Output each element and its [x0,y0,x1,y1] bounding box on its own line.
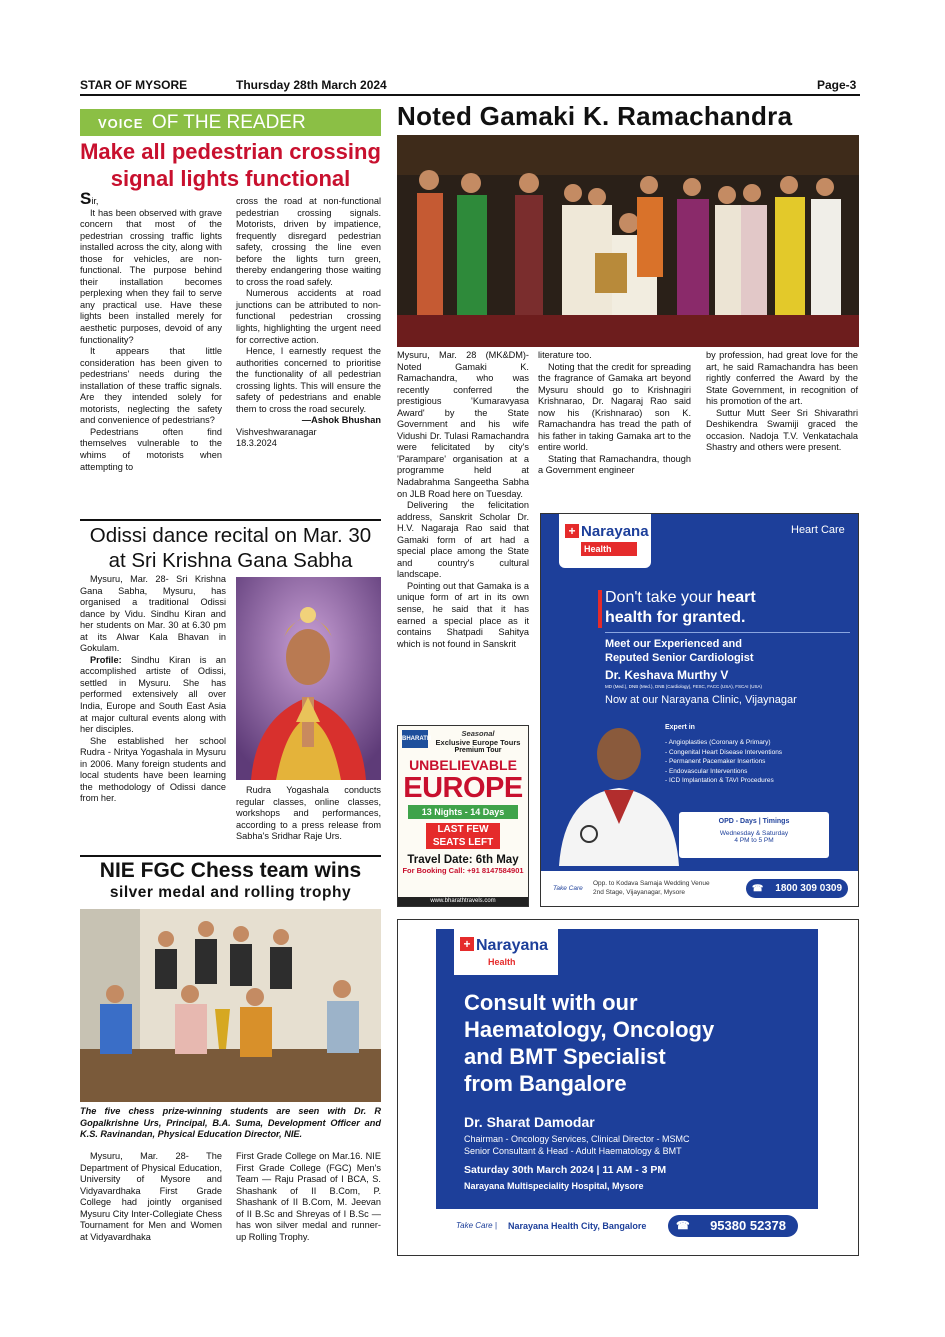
heart-quals: MD (Med.), DNB (Med.), DNB (Cardiology), FESC, FACC (USA), FSCAI (USA) [605,684,763,689]
phone-icon: ☎ [752,883,764,893]
heart-expert: Expert in [665,724,695,731]
europe-seats-line2: SEATS LEFT [426,836,500,849]
voice-para: cross the road at non-functional pedestrian crossing signals. Motorists, driven by impatience, frequently disregard pedestrian safety, crossing the line even before the lights turn green, thereby endangering those waiting to cross the road safely. [236,196,381,287]
gamaki-para: by profession, had great love for the art, he said Ramachandra has been rightly conferred the Award by the State Government, in recognition of his promotion of the art. [706,350,858,407]
oncology-ad[interactable] [436,929,818,1246]
narayana-logo [559,514,651,568]
voice-headline-line1: Make all pedestrian crossing [80,139,381,164]
onco-phone-button[interactable] [668,1215,798,1237]
gamaki-para: Stating that Ramachandra, though a Government engineer [538,453,691,476]
heart-expert-item: - Congenital Heart Disease Interventions [665,748,783,756]
chess-column-1 [80,1151,222,1243]
onco-roles [464,1133,690,1157]
heart-address [593,879,710,897]
chess-caption: The five chess prize-winning students are seen with Dr. R Gopalkrishne Urs, Principal, B.A. Suma, Development Officer and K.S. Ravinandan, Physical Education Director, NIE. [80,1106,381,1139]
doctor-portrait [549,714,689,866]
gamaki-para: Noting that the credit for spreading the fragrance of Gamaka art beyond Mysuru should go to Krishnagiri Krishnarao, Dr. Nagaraj Rao said now his (Krishnarao) son K. Ramachandra has tread the path of his father in taking Gamaka art to the entire world. [538,361,691,453]
gamaki-headline: Noted Gamaki K. Ramachandra [397,101,793,131]
europe-tour-ad[interactable] [397,725,529,907]
odissi-dancer-photo [236,577,381,780]
heart-phone-button[interactable] [746,879,848,898]
chess-headline-line2: silver medal and rolling trophy [109,884,352,901]
onco-headline [464,989,714,1097]
heart-tag: Heart Care [791,524,845,536]
gamaki-column-3 [706,350,858,454]
phone-icon: ☎ [676,1220,690,1232]
odissi-column-2 [236,785,381,843]
doctor-illustration [549,714,689,866]
gamaki-column-1 [397,350,529,650]
onco-head4: from Bangalore [464,1071,627,1096]
voice-place: Vishveshwaranagar [236,426,317,437]
onco-brand2: Health [488,957,516,967]
chess-headline-line1: NIE FGC Chess team wins [99,859,362,882]
heart-now: Now at our Narayana Clinic, Vijaynagar [605,694,797,706]
odissi-para: Rudra Yogashala conducts regular classes, online classes, workshops and performances, according to a press release from Sabha's Sridhar Raje Urs. [236,785,381,842]
odissi-para: Sindhu Kiran is an accomplished artiste of Odissi, settled in Mysuru. She has performed extensively all over India, Europe and South East Asia at major cultural events along with her disciples. [80,654,226,735]
heart-time: 4 PM to 5 PM [734,837,774,844]
voice-title: OF THE READER [151,112,306,133]
onco-head2: Haematology, Oncology [464,1017,715,1042]
europe-web: www.bharathtravels.com [398,897,528,906]
gamaki-para: Mysuru, Mar. 28 (MK&DM)- Noted Gamaki K. Ramachandra, who was recently conferred the prestigious 'Kumaravyasa Award' by the State Government and his wife Vidushi Dr. Tulasi Ramachandra were felicitated by city's 'Parampare' organisation at a programme held at Nadabrahma Sangeetha Sabha on JLB Road here on Tuesday. [397,350,529,499]
odissi-headline-line1: Odissi dance recital on Mar. 30 [89,524,372,547]
europe-seats-line1: LAST FEW [426,823,500,836]
masthead-date: Thursday 28th March 2024 [236,78,387,92]
heart-expert-list [665,738,782,786]
heart-days: Wednesday & Saturday [719,830,789,837]
heart-line1b: heart [716,589,756,606]
heart-doctor: Dr. Keshava Murthy V [605,668,729,682]
narayana-cross-icon: + [460,937,474,951]
chess-column-2 [236,1151,381,1243]
heart-addr2: 2nd Stage, Vijayanagar, Mysore [593,889,686,896]
gamaki-column-2 [538,350,691,477]
chess-para: First Grade College on Mar.16. NIE First Grade College (FGC) Men's Team — Raju Prasad of I BCA, S. Shashank of II B.Com, P. Shashank of II B.Com, M. Jeevan of II B.Sc and Shreyas of I B.Sc — has won silver medal and runner-up Rolling Trophy. [236,1151,381,1242]
heart-phone: 1800 309 0309 [775,883,842,894]
bharath-logo: BHARATH [402,730,428,748]
voice-headline [80,138,381,192]
onco-venue: Narayana Multispeciality Hospital, Mysore [464,1181,644,1191]
dancer-illustration [236,577,381,780]
masthead-page: Page-3 [817,78,857,92]
chess-para: Mysuru, Mar. 28- The Department of Physical Education, University of Mysore and Vidyavardhaka First Grade College had jointly organised Mysuru City Inter-Collegiate Chess Tournament for Men and Women at Vidyavardhaka [80,1151,222,1242]
heart-expert-item: - Angioplasties (Coronary & Primary) [665,739,771,746]
heart-expert-item: - Endovascular Interventions [665,767,748,775]
onco-date: Saturday 30th March 2024 | 11 AM - 3 PM [464,1164,667,1176]
chess-team-illustration [80,909,381,1102]
voice-headline-line2: signal lights functional [110,166,351,191]
divider [80,519,381,521]
narayana-logo [454,929,558,975]
narayana-cross-icon: + [565,524,579,538]
heart-addr1: Opp. to Kodava Samaja Wedding Venue [593,880,710,887]
europe-duration: 13 Nights - 14 Days [408,805,518,819]
europe-title: Exclusive Europe Tours [435,738,521,747]
chess-team-photo [80,909,381,1102]
onco-doctor: Dr. Sharat Damodar [464,1114,595,1130]
heart-meet2: Reputed Senior Cardiologist [605,652,754,664]
voice-sigdate: 18.3.2024 [236,438,277,449]
voice-signature: —Ashok Bhushan [301,415,381,426]
odissi-column-1 [80,574,226,805]
onco-city: Narayana Health City, Bangalore [508,1221,647,1231]
heart-opd: OPD - Days | Timings [718,818,790,825]
heart-care-ad[interactable] [540,513,859,907]
onco-takecare: Take Care | [456,1221,497,1230]
gamaki-para: Delivering the felicitation address, Sanskrit Scholar Dr. H.V. Nagaraja Rao said that Gamaki form of art had a special place among the State and country's cultural landscape. [397,500,529,580]
voice-drop-cap: S [80,189,92,208]
heart-footer [541,871,858,906]
heart-meet [605,637,754,665]
europe-booking: For Booking Call: +91 8147584901 [402,866,524,875]
heart-opd-box [679,812,829,858]
onco-footer [436,1209,818,1246]
heart-accent-bar [598,590,602,628]
onco-brand: Narayana [476,937,549,954]
voice-para: It appears that little consideration has been given to pedestrians' needs during the installation of these traffic signals. Are they intended solely for motorists, neglecting the safety and convenience of pedestrians? [80,346,222,426]
voice-para: Pedestrians often find themselves vulnerable to the whims of motorists when attempting to [80,426,222,472]
onco-head1: Consult with our [464,990,638,1015]
odissi-para: She established her school Rudra - Nritya Yogashala in Mysuru in 2006. Many foreign students and local students have been learning the methodology of Odissi dance from her. [80,735,226,804]
gamaki-para: literature too. [538,350,592,360]
masthead-rule [80,94,860,96]
odissi-headline [80,523,381,573]
voice-salutation: ir, [91,196,99,206]
gamaki-para: Pointing out that Gamaka is a unique form of art in its own sense, he said that it has earned a special place as it contains Shatpadi Sahitya which is not found in Sanskrit [397,580,529,649]
gamaki-photo [397,135,859,347]
odissi-para: Mysuru, Mar. 28- Sri Krishna Gana Sabha, Mysuru, has organised a traditional Odissi dance by Vidu. Sindhu Kiran and her students on Mar. 30 at 6.30 pm at its Alwar Kala Bhavan in Gokulam. [80,574,226,654]
onco-role2: Senior Consultant & Head - Adult Haematology & BMT [464,1146,682,1156]
heart-headline [605,588,756,628]
voice-column-1 [80,189,222,473]
europe-word: EUROPE [403,772,523,804]
divider [80,855,381,857]
europe-unbelievable: UNBELIEVABLE [409,757,517,773]
felicitation-illustration [397,135,859,347]
voice-para: It has been observed with grave concern that most of the pedestrian crossing traffic lights installed across the city, along with those for vehicles, are non-functional. The purpose behind their installation becomes perplexing when they fail to serve any practical use. Have these lights been installed merely for aesthetic purposes, devoid of any functionality? [80,207,222,345]
onco-role1: Chairman - Oncology Services, Clinical Director - MSMC [464,1134,690,1144]
heart-line1a: Don't take your [605,589,717,606]
voice-para: Numerous accidents at road junctions can be attributed to non-functional pedestrian crossing lights, highlighting the urgent need for corrective action. [236,288,381,345]
voice-column-2 [236,196,381,450]
heart-brand2: Health [581,542,637,556]
heart-brand: Narayana [581,523,649,540]
europe-travel-date: Travel Date: 6th May [407,854,519,866]
odissi-profile-label: Profile: [90,654,122,665]
heart-takecare: Take Care [553,885,583,892]
europe-kicker: Seasonal [461,729,495,738]
voice-kicker: VOICE [98,116,144,131]
divider [605,632,850,633]
heart-expert-item: - Permanent Pacemaker Insertions [665,758,766,765]
voice-banner [80,109,381,136]
gamaki-para: Suttur Mutt Seer Sri Shivarathri Deshikendra Swamiji graced the occasion. Nadoja T.V. Venkatachala Shastry and others were present. [706,407,858,453]
heart-expert-item: - ICD Implantation & TAVI Procedures [665,777,774,784]
onco-head3: and BMT Specialist [464,1044,666,1069]
onco-phone: 95380 52378 [710,1218,786,1233]
chess-headline [80,858,381,903]
masthead-paper: STAR OF MYSORE [80,78,188,92]
voice-para: Hence, I earnestly request the authorities concerned to prioritise the functionality of all pedestrian crossing lights. This will ensure the safety of pedestrians and enable them to cross the road securely. [236,346,381,414]
heart-line2: health for granted. [605,609,746,626]
heart-meet1: Meet our Experienced and [605,638,742,650]
europe-sub: Premium Tour [454,747,502,754]
odissi-headline-line2: at Sri Krishna Gana Sabha [108,549,353,572]
